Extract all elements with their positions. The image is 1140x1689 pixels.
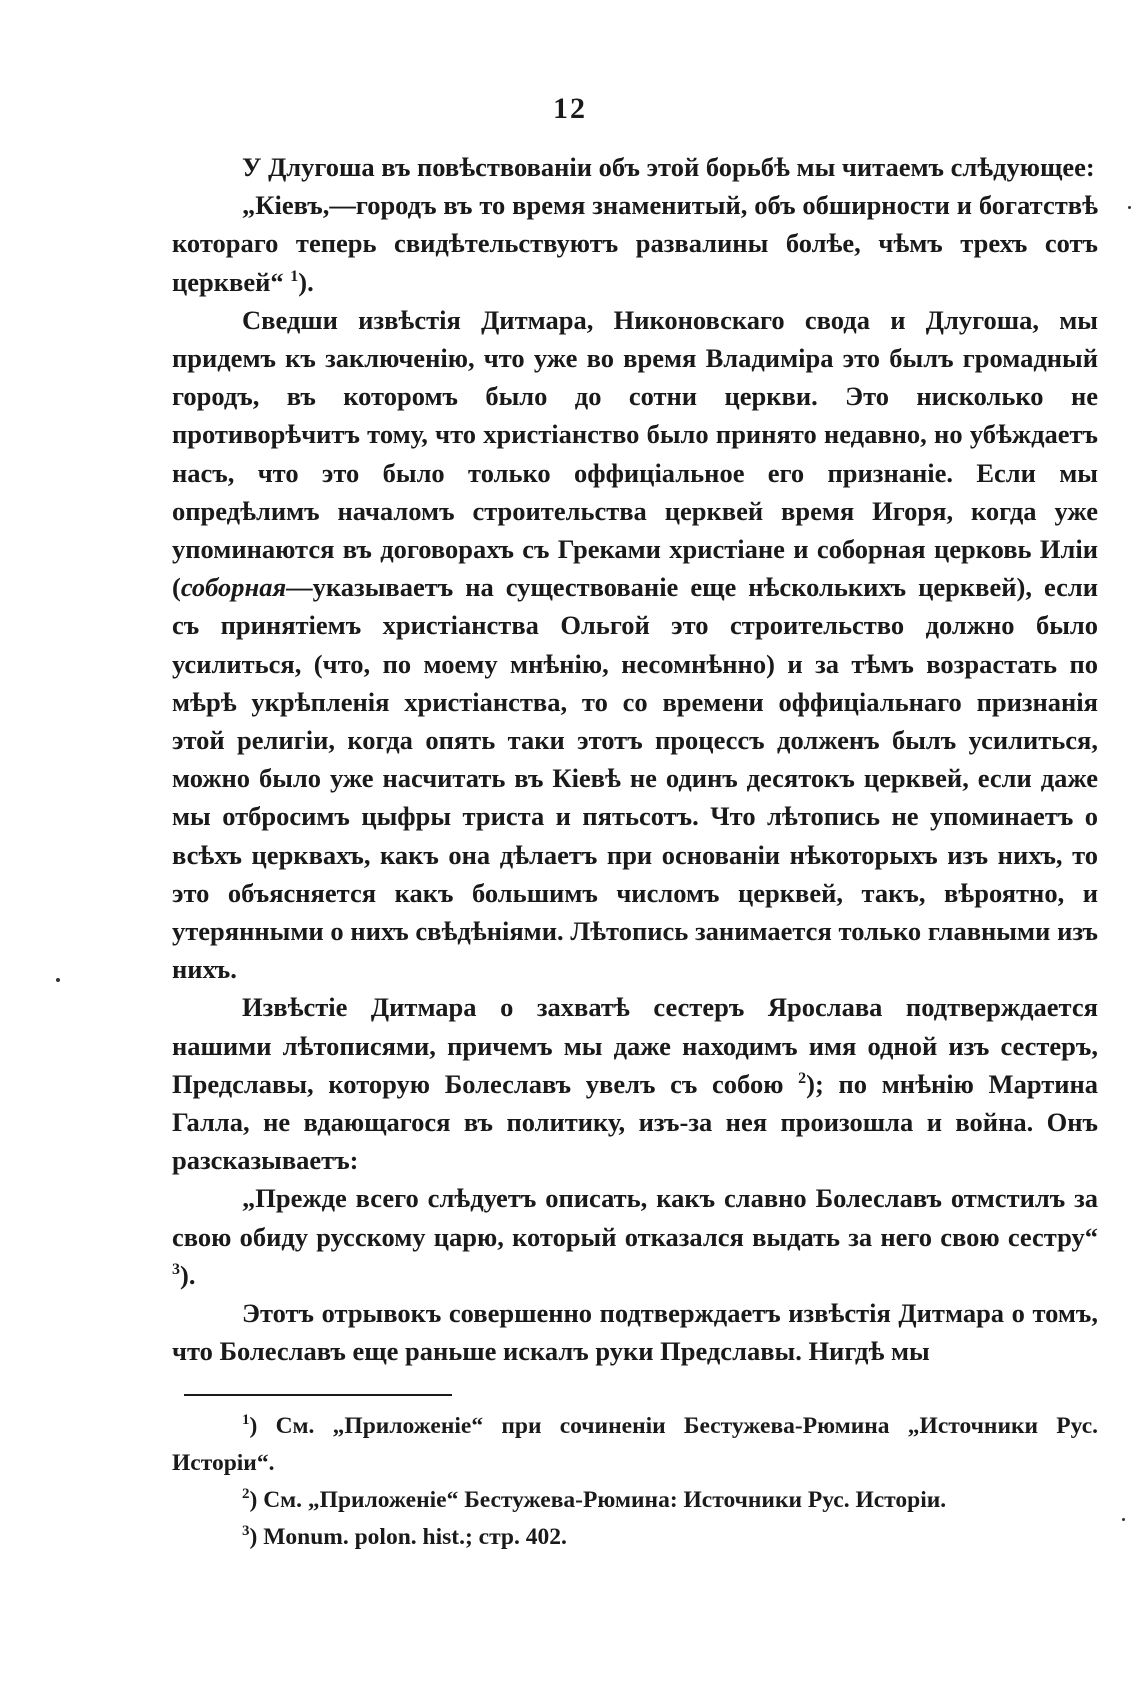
paragraph-2: „Кіевъ,—городъ въ то время знаменитый, объ обширности и богатствѣ котораго теперь свидѣтельствуютъ развалины болѣе, чѣмъ трехъ сотъ церквей“ $^1$). bbox=[172, 190, 1098, 297]
footnote-3: $^3$) Monum. polon. hist.; стр. 402. bbox=[242, 1523, 567, 1550]
footnote-divider bbox=[184, 1394, 452, 1396]
body-text bbox=[172, 148, 1098, 1371]
paragraph-5: „Прежде всего слѣдуетъ описать, какъ славно Болеславъ отмстилъ за свою обиду русскому царю, который отказался выдать за него свою сестру“ $^3$). bbox=[172, 1183, 1098, 1290]
paragraph-4: Извѣстіе Дитмара о захватѣ сестеръ Ярослава подтверждается нашими лѣтописями, причемъ мы даже находимъ имя одной изъ сестеръ, Предславы, которую Болеславъ увелъ съ собою $^2$); по мнѣнію Мартина Галла, не вдающагося въ политику, изъ-за нея произошла и война. Онъ разсказываетъ: bbox=[172, 992, 1099, 1176]
scan-speck bbox=[56, 978, 60, 982]
footnotes bbox=[172, 1408, 1098, 1556]
scan-speck bbox=[1122, 1518, 1125, 1521]
scan-speck bbox=[1128, 206, 1131, 209]
paragraph-3: Сведши извѣстія Дитмара, Никоновскаго свода и Длугоша, мы придемъ къ заключенію, что уже во время Владиміра это былъ громадный городъ, въ которомъ было до сотни церкви. Это нисколько не противорѣчитъ тому, что христіанство было принято недавно, но убѣждаетъ насъ, что это было только оффиціальное его признаніе. Если мы опредѣлимъ началомъ строительства церквей время Игоря, когда уже упоминаются въ договорахъ съ Греками христіане и соборная церковь Иліи (соборная—указываетъ на существованіе еще нѣсколькихъ церквей), если съ принятіемъ христіанства Ольгой это строительство должно было усилиться, (что, по моему мнѣнію, несомнѣнно) и за тѣмъ возрастать по мѣрѣ укрѣпленія христіанства, то со времени оффиціальнаго признанія этой религіи, когда опять таки этотъ процессъ долженъ былъ усилиться, можно было уже насчитать въ Кіевѣ не одинъ десятокъ церквей, если даже мы отбросимъ цыфры триста и пятьсотъ. Что лѣтопись не упоминаетъ о всѣхъ церквахъ, какъ она дѣлаетъ при основаніи нѣкоторыхъ изъ нихъ, то это объясняется какъ большимъ числомъ церквей, такъ, вѣроятно, и утерянными о нихъ свѣдѣніями. Лѣтопись занимается только главными изъ нихъ. bbox=[172, 304, 1098, 985]
footnote-ref-1[interactable]: 1 bbox=[290, 267, 299, 285]
footnote-ref-3[interactable]: 3 bbox=[172, 1261, 180, 1279]
footnote-mark-3: 3 bbox=[242, 1523, 250, 1540]
paragraph-6: Этотъ отрывокъ совершенно подтверждаетъ извѣстія Дитмара о томъ, что Болеславъ еще раньше искалъ руки Предславы. Нигдѣ мы bbox=[172, 1298, 1098, 1367]
footnote-2: $^2$) См. „Приложеніе“ Бестужева-Рюмина: Источники Рус. Исторіи. bbox=[242, 1486, 947, 1513]
footnote-ref-2[interactable]: 2 bbox=[798, 1070, 807, 1088]
footnote-1: $^1$) См. „Приложеніе“ при сочиненіи Бестужева-Рюмина „Источники Рус. Исторіи“. bbox=[172, 1412, 1098, 1476]
footnote-mark-2: 2 bbox=[242, 1486, 250, 1503]
paragraph-1: У Длугоша въ повѣствованіи объ этой борьбѣ мы читаемъ слѣдующее: bbox=[242, 152, 1095, 182]
emphasis-sobornaya: соборная bbox=[180, 572, 287, 603]
footnote-mark-1: 1 bbox=[242, 1412, 250, 1429]
page-number: 12 bbox=[553, 92, 587, 125]
